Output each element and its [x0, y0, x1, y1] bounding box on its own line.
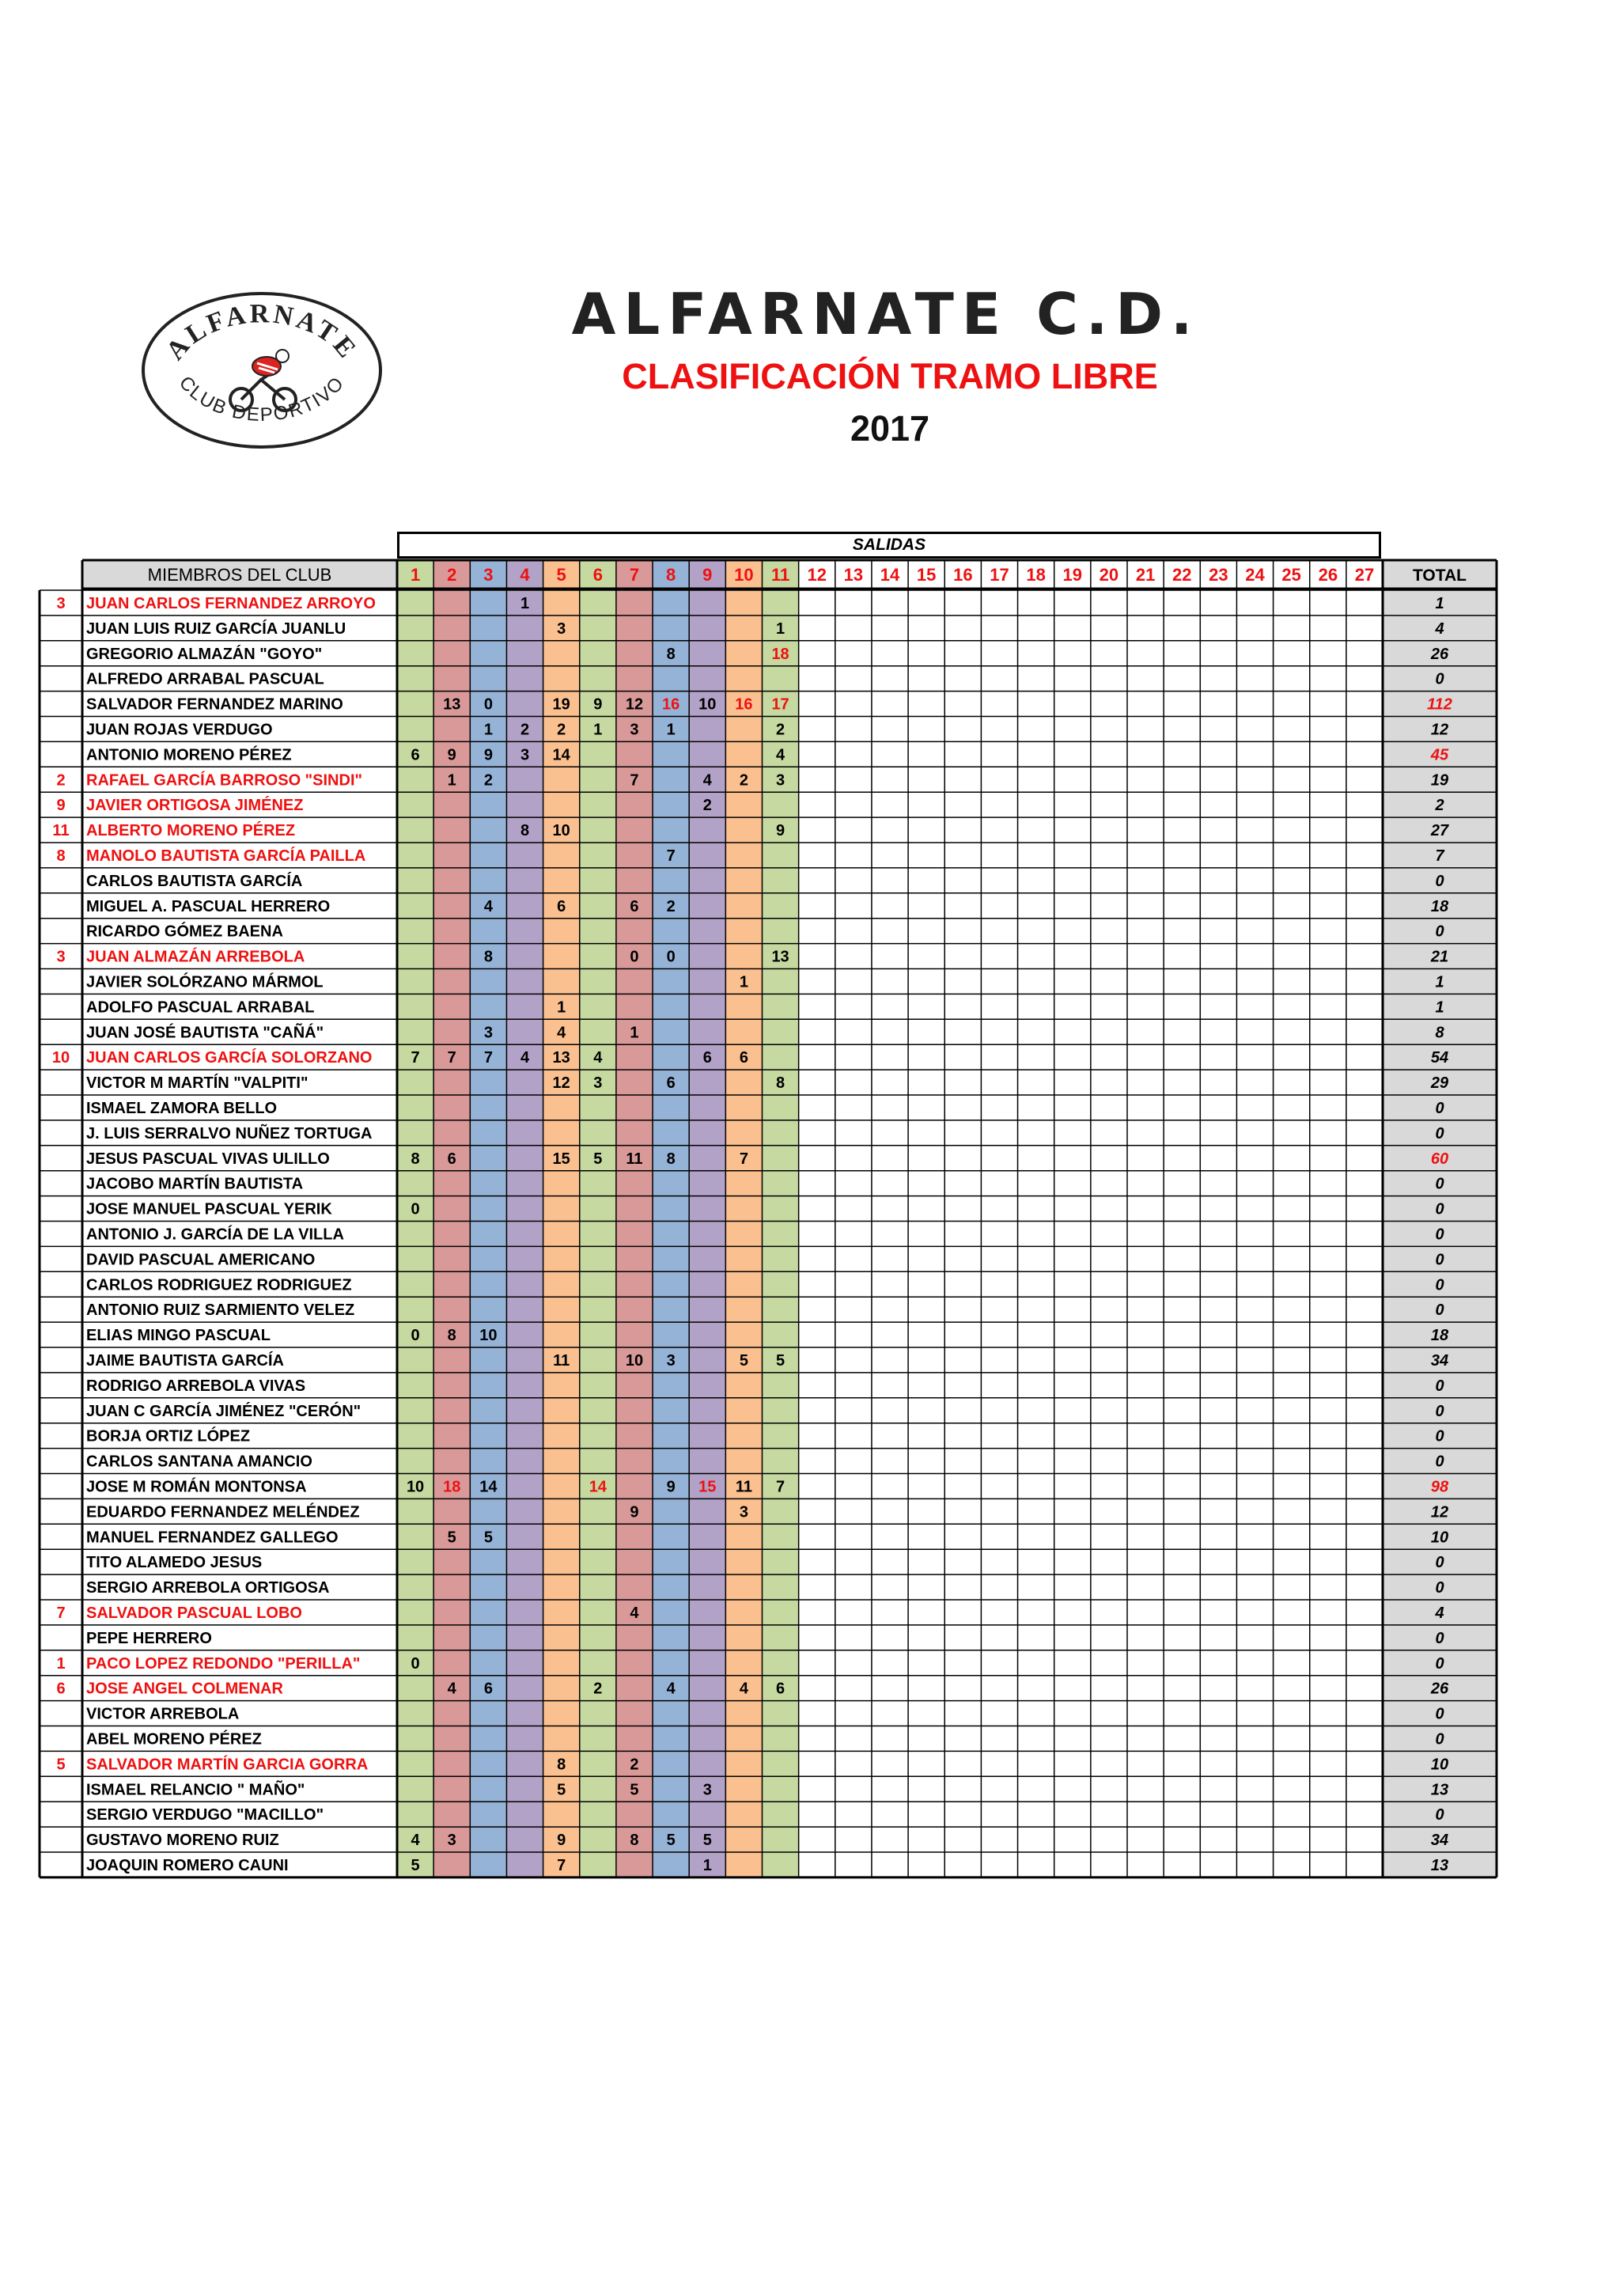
row-score: 3	[739, 1503, 748, 1521]
row-score: 16	[735, 695, 753, 714]
row-total: 60	[1430, 1150, 1449, 1168]
row-score: 0	[411, 1654, 420, 1673]
row-name: JOSE M ROMÁN MONTONSA	[86, 1478, 307, 1496]
row-score: 12	[625, 695, 644, 714]
row-score: 9	[557, 1832, 566, 1850]
row-score: 18	[771, 645, 789, 663]
row-score: 4	[411, 1832, 420, 1850]
row-rank: 1	[56, 1654, 66, 1673]
row-score: 8	[411, 1150, 420, 1168]
row-name: CARLOS BAUTISTA GARCÍA	[86, 872, 303, 890]
row-score: 2	[557, 721, 566, 739]
row-name: SALVADOR PASCUAL LOBO	[86, 1605, 302, 1622]
row-name: VICTOR M MARTÍN "VALPITI"	[86, 1074, 308, 1093]
stage-header: 9	[702, 565, 713, 585]
row-total: 19	[1430, 771, 1449, 790]
row-total: 0	[1435, 1402, 1444, 1420]
row-score: 1	[483, 721, 493, 739]
row-score: 9	[483, 746, 493, 764]
row-score: 13	[443, 695, 461, 714]
row-name: ALFREDO ARRABAL PASCUAL	[86, 670, 324, 688]
row-total: 13	[1430, 1857, 1449, 1874]
row-score: 10	[552, 822, 570, 840]
row-score: 1	[447, 771, 456, 790]
row-score: 11	[626, 1150, 643, 1168]
row-name: JAIME BAUTISTA GARCÍA	[86, 1352, 284, 1370]
row-total: 98	[1430, 1478, 1449, 1496]
row-score: 9	[630, 1503, 639, 1521]
stage-header: 15	[916, 565, 937, 585]
row-score: 1	[520, 595, 530, 612]
row-name: RAFAEL GARCÍA BARROSO "SINDI"	[86, 771, 362, 790]
stage-header: 18	[1026, 565, 1046, 585]
row-score: 5	[411, 1857, 420, 1874]
stage-header: 7	[629, 565, 640, 585]
row-name: ELIAS MINGO PASCUAL	[86, 1327, 271, 1345]
stage-header: 25	[1281, 565, 1301, 585]
row-score: 5	[666, 1832, 676, 1850]
row-total: 4	[1435, 619, 1444, 638]
row-score: 5	[702, 1832, 712, 1850]
row-score: 0	[411, 1200, 420, 1218]
row-score: 13	[771, 948, 789, 966]
row-total: 27	[1430, 822, 1449, 840]
row-name: J. LUIS SERRALVO NUÑEZ TORTUGA	[86, 1124, 373, 1142]
row-score: 1	[739, 973, 748, 991]
row-score: 5	[739, 1352, 748, 1370]
row-total: 10	[1430, 1756, 1449, 1774]
row-score: 2	[702, 797, 712, 815]
row-total: 0	[1435, 1654, 1444, 1673]
row-score: 9	[776, 822, 785, 840]
row-score: 0	[666, 948, 676, 966]
row-name: JUAN CARLOS FERNANDEZ ARROYO	[86, 595, 376, 612]
row-score: 3	[702, 1781, 712, 1799]
row-score: 7	[557, 1857, 566, 1874]
row-score: 2	[593, 1680, 603, 1698]
stage-header: 6	[592, 565, 603, 585]
row-name: JUAN CARLOS GARCÍA SOLORZANO	[86, 1049, 373, 1067]
row-name: ISMAEL RELANCIO " MAÑO"	[86, 1781, 305, 1799]
row-name: JUAN ALMAZÁN ARREBOLA	[86, 948, 305, 966]
row-total: 0	[1435, 1554, 1444, 1572]
row-score: 3	[520, 746, 530, 764]
stage-header: 26	[1318, 565, 1338, 585]
stage-header: 4	[520, 565, 530, 585]
row-name: PACO LOPEZ REDONDO "PERILLA"	[86, 1654, 361, 1673]
row-score: 0	[483, 695, 493, 714]
row-name: SALVADOR MARTÍN GARCIA GORRA	[86, 1756, 369, 1774]
row-score: 15	[552, 1150, 570, 1168]
row-score: 6	[666, 1074, 676, 1093]
row-total: 0	[1435, 1251, 1444, 1269]
row-name: CARLOS SANTANA AMANCIO	[86, 1453, 312, 1471]
row-score: 8	[557, 1756, 566, 1774]
row-total: 0	[1435, 1301, 1444, 1320]
row-name: JUAN C GARCÍA JIMÉNEZ "CERÓN"	[86, 1402, 361, 1420]
row-score: 6	[411, 746, 420, 764]
row-total: 0	[1435, 1200, 1444, 1218]
row-name: EDUARDO FERNANDEZ MELÉNDEZ	[86, 1503, 360, 1521]
row-score: 6	[557, 897, 566, 915]
row-total: 0	[1435, 923, 1444, 941]
stage-header: 20	[1099, 565, 1119, 585]
row-score: 1	[702, 1857, 712, 1874]
row-score: 8	[776, 1074, 785, 1093]
row-score: 14	[589, 1478, 607, 1496]
row-score: 2	[630, 1756, 639, 1774]
row-score: 19	[552, 695, 570, 714]
row-name: JOSE MANUEL PASCUAL YERIK	[86, 1200, 332, 1218]
row-score: 0	[411, 1327, 420, 1345]
row-name: JOAQUIN ROMERO CAUNI	[86, 1857, 289, 1874]
stage-column-fill	[543, 590, 580, 1877]
row-score: 3	[483, 1024, 493, 1042]
row-name: RODRIGO ARREBOLA VIVAS	[86, 1377, 306, 1395]
row-score: 12	[552, 1074, 570, 1093]
row-score: 8	[483, 948, 493, 966]
row-name: JUAN LUIS RUIZ GARCÍA JUANLU	[86, 619, 346, 638]
stage-column-fill	[506, 590, 543, 1877]
stage-header: 22	[1171, 565, 1192, 585]
row-score: 6	[483, 1680, 493, 1698]
row-score: 10	[406, 1478, 425, 1496]
row-score: 2	[666, 897, 676, 915]
row-score: 11	[735, 1478, 753, 1496]
row-total: 12	[1430, 1503, 1449, 1521]
row-name: ANTONIO MORENO PÉREZ	[86, 746, 292, 764]
row-total: 0	[1435, 1100, 1444, 1117]
row-rank: 9	[56, 797, 66, 815]
row-score: 7	[630, 771, 639, 790]
row-score: 2	[776, 721, 785, 739]
members-header: MIEMBROS DEL CLUB	[147, 565, 332, 585]
row-score: 3	[593, 1074, 603, 1093]
row-rank: 11	[52, 822, 70, 840]
row-name: JOSE ANGEL COLMENAR	[86, 1680, 283, 1698]
row-total: 26	[1430, 645, 1449, 663]
row-score: 16	[662, 695, 680, 714]
stage-header: 16	[953, 565, 973, 585]
row-name: MANUEL FERNANDEZ GALLEGO	[86, 1529, 339, 1547]
row-name: ADOLFO PASCUAL ARRABAL	[86, 998, 315, 1017]
row-score: 5	[557, 1781, 566, 1799]
row-total: 26	[1430, 1680, 1449, 1698]
row-score: 10	[698, 695, 717, 714]
row-name: ANTONIO J. GARCÍA DE LA VILLA	[86, 1226, 344, 1244]
stage-header: 27	[1354, 565, 1375, 585]
row-name: ALBERTO MORENO PÉREZ	[86, 822, 296, 840]
row-name: SERGIO ARREBOLA ORTIGOSA	[86, 1579, 330, 1597]
row-score: 5	[776, 1352, 785, 1370]
row-score: 4	[447, 1680, 456, 1698]
row-score: 10	[625, 1352, 644, 1370]
row-score: 17	[771, 695, 789, 714]
stage-header: 23	[1209, 565, 1228, 585]
row-total: 29	[1430, 1074, 1449, 1093]
row-score: 5	[483, 1529, 493, 1547]
row-score: 15	[698, 1478, 717, 1496]
row-total: 7	[1435, 847, 1444, 865]
row-total: 2	[1435, 797, 1444, 815]
row-score: 10	[479, 1327, 498, 1345]
row-rank: 10	[51, 1049, 70, 1067]
row-name: RICARDO GÓMEZ BAENA	[86, 923, 283, 941]
row-score: 3	[557, 619, 566, 638]
row-name: JAVIER ORTIGOSA JIMÉNEZ	[86, 797, 304, 815]
row-score: 9	[447, 746, 456, 764]
row-total: 112	[1427, 695, 1452, 714]
stage-header: 2	[447, 565, 457, 585]
row-score: 4	[666, 1680, 676, 1698]
row-rank: 5	[56, 1756, 66, 1774]
row-score: 11	[553, 1352, 570, 1370]
row-total: 0	[1435, 1427, 1444, 1445]
row-score: 13	[552, 1049, 570, 1067]
row-total: 1	[1435, 998, 1444, 1017]
stage-header: 3	[483, 565, 494, 585]
row-total: 8	[1435, 1024, 1444, 1042]
stage-header: 1	[410, 565, 421, 585]
row-score: 1	[630, 1024, 639, 1042]
row-name: JACOBO MARTÍN BAUTISTA	[86, 1175, 304, 1193]
stage-header: 11	[770, 565, 790, 585]
row-score: 7	[411, 1049, 420, 1067]
row-score: 7	[666, 847, 676, 865]
row-score: 4	[630, 1605, 639, 1622]
row-score: 1	[776, 619, 785, 638]
row-score: 6	[702, 1049, 712, 1067]
row-total: 21	[1430, 948, 1449, 966]
row-rank: 8	[56, 847, 66, 865]
row-name: JUAN JOSÉ BAUTISTA "CAÑÁ"	[86, 1024, 324, 1042]
row-score: 8	[666, 645, 676, 663]
stage-header: 8	[666, 565, 676, 585]
row-name: GREGORIO ALMAZÁN "GOYO"	[86, 645, 323, 663]
row-score: 3	[666, 1352, 676, 1370]
row-score: 1	[557, 998, 566, 1017]
row-total: 34	[1430, 1352, 1449, 1370]
row-name: GUSTAVO MORENO RUIZ	[86, 1832, 279, 1850]
row-score: 7	[447, 1049, 456, 1067]
row-total: 12	[1430, 721, 1449, 739]
row-total: 0	[1435, 1175, 1444, 1193]
row-score: 8	[630, 1832, 639, 1850]
row-total: 4	[1435, 1605, 1444, 1622]
row-score: 3	[447, 1832, 456, 1850]
row-name: MANOLO BAUTISTA GARCÍA PAILLA	[86, 847, 366, 865]
row-score: 14	[479, 1478, 498, 1496]
svg-text:CLUB DEPORTIVO: CLUB DEPORTIVO	[174, 372, 350, 426]
row-name: VICTOR ARREBOLA	[86, 1705, 240, 1723]
row-total: 0	[1435, 1226, 1444, 1244]
row-score: 4	[702, 771, 712, 790]
row-name: TITO ALAMEDO JESUS	[86, 1554, 263, 1572]
row-score: 4	[739, 1680, 748, 1698]
svg-text:ALFARNATE: ALFARNATE	[160, 299, 364, 366]
row-total: 0	[1435, 1276, 1444, 1294]
row-name: PEPE HERRERO	[86, 1629, 212, 1647]
row-name: DAVID PASCUAL AMERICANO	[86, 1251, 316, 1269]
row-name: CARLOS RODRIGUEZ RODRIGUEZ	[86, 1276, 352, 1294]
row-score: 9	[593, 695, 603, 714]
row-rank: 6	[56, 1680, 66, 1698]
row-name: JAVIER SOLÓRZANO MÁRMOL	[86, 973, 324, 991]
row-total: 0	[1435, 1124, 1444, 1142]
row-name: BORJA ORTIZ LÓPEZ	[86, 1427, 251, 1445]
row-score: 5	[593, 1150, 603, 1168]
stage-header: 12	[807, 565, 827, 585]
row-score: 8	[520, 822, 530, 840]
row-total: 45	[1430, 746, 1449, 764]
page-subtitle: CLASIFICACIÓN TRAMO LIBRE	[622, 356, 1158, 396]
stage-header: 5	[556, 565, 566, 585]
row-name: ABEL MORENO PÉREZ	[86, 1730, 262, 1749]
stage-column-fill	[397, 590, 433, 1877]
row-rank: 7	[56, 1605, 66, 1622]
row-score: 6	[447, 1150, 456, 1168]
row-name: MIGUEL A. PASCUAL HERRERO	[86, 897, 331, 915]
row-name: JESUS PASCUAL VIVAS ULILLO	[86, 1150, 330, 1168]
row-score: 6	[776, 1680, 785, 1698]
row-total: 13	[1430, 1781, 1449, 1799]
row-score: 0	[630, 948, 639, 966]
row-total: 0	[1435, 1705, 1444, 1723]
row-total: 54	[1430, 1049, 1449, 1067]
row-total: 0	[1435, 1579, 1444, 1597]
row-score: 4	[520, 1049, 530, 1067]
stage-header: 10	[734, 565, 754, 585]
row-score: 3	[776, 771, 785, 790]
stage-header: 21	[1135, 565, 1156, 585]
page-year: 2017	[850, 408, 930, 449]
salidas-header: SALIDAS	[397, 532, 1381, 559]
row-total: 0	[1435, 670, 1444, 688]
row-score: 8	[447, 1327, 456, 1345]
row-score: 4	[593, 1049, 603, 1067]
page-title: ALFARNATE C.D.	[571, 281, 1201, 347]
row-total: 18	[1430, 1327, 1449, 1345]
row-rank: 3	[56, 595, 66, 612]
row-score: 8	[666, 1150, 676, 1168]
stage-header: 19	[1062, 565, 1083, 585]
row-score: 6	[630, 897, 639, 915]
row-score: 5	[447, 1529, 456, 1547]
row-score: 7	[483, 1049, 493, 1067]
row-score: 9	[666, 1478, 676, 1496]
row-total: 0	[1435, 1730, 1444, 1749]
row-score: 7	[739, 1150, 748, 1168]
row-name: ISMAEL ZAMORA BELLO	[86, 1100, 278, 1117]
row-total: 18	[1430, 897, 1449, 915]
row-total: 0	[1435, 1629, 1444, 1647]
row-name: JUAN ROJAS VERDUGO	[86, 721, 273, 739]
row-score: 2	[739, 771, 748, 790]
row-total: 0	[1435, 1377, 1444, 1395]
row-name: SALVADOR FERNANDEZ MARINO	[86, 695, 343, 714]
stage-header: 17	[990, 565, 1009, 585]
row-score: 1	[593, 721, 603, 739]
row-score: 4	[557, 1024, 566, 1042]
row-score: 14	[552, 746, 570, 764]
row-score: 4	[483, 897, 493, 915]
row-score: 2	[483, 771, 493, 790]
row-score: 6	[739, 1049, 748, 1067]
row-score: 1	[666, 721, 676, 739]
row-score: 18	[443, 1478, 461, 1496]
row-total: 0	[1435, 1806, 1444, 1824]
stage-header: 24	[1245, 565, 1265, 585]
row-rank: 2	[56, 771, 66, 790]
row-rank: 3	[56, 948, 66, 966]
row-name: SERGIO VERDUGO "MACILLO"	[86, 1806, 324, 1824]
row-score: 5	[630, 1781, 639, 1799]
stage-header: 13	[843, 565, 864, 585]
stage-header: 14	[880, 565, 900, 585]
row-total: 1	[1435, 973, 1444, 991]
row-score: 3	[630, 721, 639, 739]
row-total: 1	[1435, 595, 1444, 612]
row-score: 2	[520, 721, 530, 739]
total-header: TOTAL	[1412, 566, 1467, 585]
row-total: 0	[1435, 1453, 1444, 1471]
row-name: ANTONIO RUIZ SARMIENTO VELEZ	[86, 1301, 355, 1320]
row-total: 34	[1430, 1832, 1449, 1850]
row-score: 7	[776, 1478, 785, 1496]
row-total: 10	[1430, 1529, 1449, 1547]
row-score: 4	[776, 746, 785, 764]
row-total: 0	[1435, 872, 1444, 890]
